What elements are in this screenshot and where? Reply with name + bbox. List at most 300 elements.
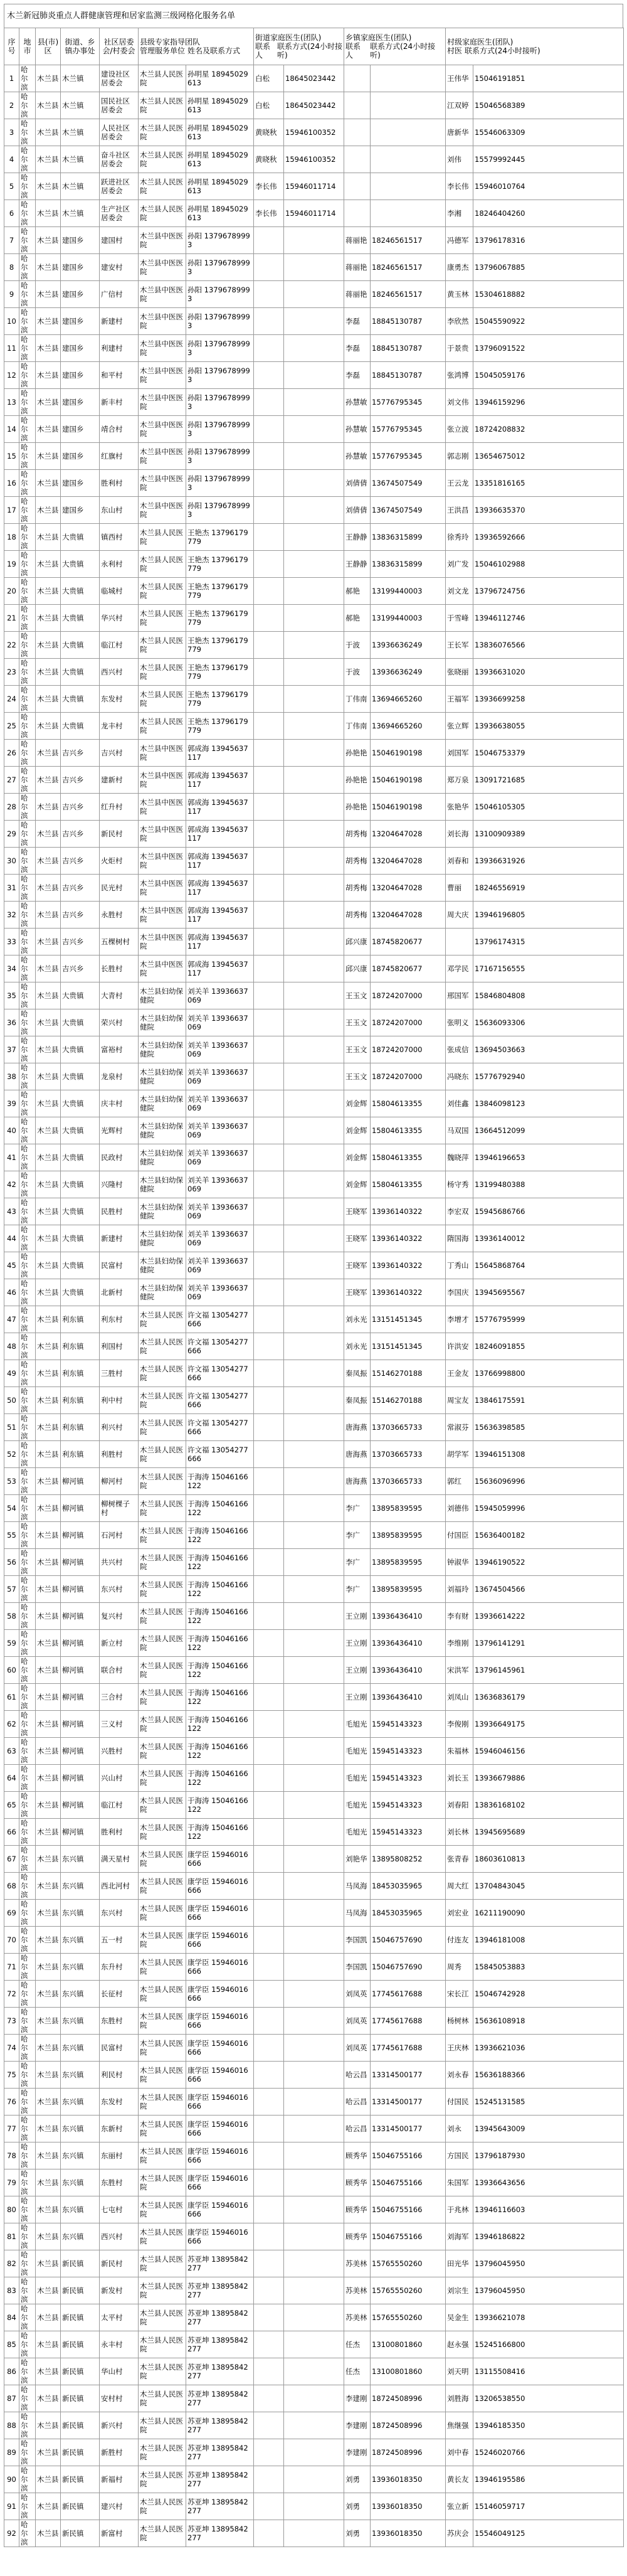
unit-cell: 木兰县中医医院 (139, 335, 186, 362)
county-contact-cell: 王艳杰 13796179779 (186, 686, 254, 713)
street-cell: 柳河镇 (61, 1522, 100, 1549)
community-cell: 国民社区居委会 (100, 92, 139, 119)
seq-cell: 92 (4, 2520, 19, 2547)
county-cell: 木兰县 (36, 982, 61, 1009)
street-cell: 建国乡 (61, 335, 100, 362)
street-contact-phone-cell (284, 1765, 344, 1792)
street-cell: 大贵镇 (61, 659, 100, 686)
street-contact-name-cell (254, 1549, 284, 1576)
village-doctor-phone-cell: 15046105305 (473, 794, 624, 821)
village-doctor-name-cell: 李增才 (446, 1306, 473, 1333)
town-contact-phone-cell: 18745820677 (371, 955, 446, 982)
unit-cell: 木兰县人民医院 (139, 2412, 186, 2439)
town-contact-name-cell: 唐海燕 (344, 1414, 371, 1441)
street-contact-name-cell (254, 551, 284, 578)
street-cell: 建国乡 (61, 281, 100, 308)
county-contact-cell: 于海涛 15046166122 (186, 1738, 254, 1765)
table-row (4, 1387, 624, 1414)
city-cell: 哈尔滨 (19, 2493, 36, 2520)
community-cell: 东新村 (100, 2116, 139, 2142)
village-doctor-phone-cell: 13796141291 (473, 1630, 624, 1657)
county-cell: 木兰县 (36, 632, 61, 659)
unit-cell: 木兰县妇幼保健院 (139, 982, 186, 1009)
village-doctor-name-cell: 付国民 (446, 2089, 473, 2116)
village-doctor-name-cell: 黄长友 (446, 2466, 473, 2493)
community-cell: 吉兴村 (100, 740, 139, 767)
village-doctor-name-cell: 邓学民 (446, 955, 473, 982)
header-county: 县(市)区 (36, 28, 61, 65)
village-doctor-phone-cell: 15845053883 (473, 1954, 624, 1981)
street-contact-name-cell (254, 1792, 284, 1819)
village-doctor-name-cell: 刘佳鑫 (446, 1090, 473, 1117)
seq-cell: 86 (4, 2358, 19, 2385)
community-cell: 临江村 (100, 1792, 139, 1819)
street-contact-name-cell (254, 416, 284, 443)
county-contact-cell: 苏亚坤 13895842277 (186, 2493, 254, 2520)
seq-cell: 70 (4, 1927, 19, 1954)
street-contact-phone-cell (284, 1036, 344, 1063)
town-contact-name-cell: 马凤海 (344, 1900, 371, 1927)
town-contact-name-cell: 李广 (344, 1576, 371, 1603)
county-cell: 木兰县 (36, 254, 61, 281)
unit-cell: 木兰县人民医院 (139, 2008, 186, 2035)
village-doctor-phone-cell: 15046102988 (473, 551, 624, 578)
village-doctor-name-cell: 吴金生 (446, 2304, 473, 2331)
county-cell: 木兰县 (36, 497, 61, 524)
town-contact-name-cell: 郝艳 (344, 605, 371, 632)
town-contact-phone-cell: 13936018350 (371, 2466, 446, 2493)
street-cell: 新民镇 (61, 2304, 100, 2331)
village-doctor-name-cell: 刘胜海 (446, 2385, 473, 2412)
street-contact-name-cell (254, 1819, 284, 1846)
town-contact-name-cell: 王玉文 (344, 1063, 371, 1090)
village-doctor-name-cell: 张晓丽 (446, 659, 473, 686)
seq-cell: 24 (4, 686, 19, 713)
town-contact-name-cell: 于波 (344, 659, 371, 686)
town-contact-name-cell (344, 92, 371, 119)
town-contact-phone-cell: 13694665260 (371, 713, 446, 740)
community-cell: 满天星村 (100, 1846, 139, 1873)
town-contact-name-cell: 李广 (344, 1495, 371, 1522)
unit-cell: 木兰县中医医院 (139, 740, 186, 767)
table-row (4, 982, 624, 1009)
seq-cell: 39 (4, 1090, 19, 1117)
unit-cell: 木兰县人民医院 (139, 2385, 186, 2412)
village-doctor-phone-cell: 13936679886 (473, 1765, 624, 1792)
village-doctor-name-cell: 朱福林 (446, 1738, 473, 1765)
street-cell: 东兴镇 (61, 1846, 100, 1873)
seq-cell: 91 (4, 2493, 19, 2520)
town-contact-name-cell: 孙艳艳 (344, 767, 371, 794)
village-doctor-phone-cell: 15146059717 (473, 2493, 624, 2520)
street-contact-name-cell (254, 821, 284, 848)
county-cell: 木兰县 (36, 119, 61, 146)
town-contact-phone-cell: 13936436410 (371, 1684, 446, 1711)
county-cell: 木兰县 (36, 929, 61, 955)
unit-cell: 木兰县人民医院 (139, 1468, 186, 1495)
table-row (4, 2331, 624, 2358)
town-contact-phone-cell: 13936140322 (371, 1279, 446, 1306)
village-doctor-phone-cell: 13115508416 (473, 2358, 624, 2385)
county-contact-cell: 于海涛 15046166122 (186, 1522, 254, 1549)
table-row (4, 1549, 624, 1576)
unit-cell: 木兰县人民医院 (139, 1819, 186, 1846)
unit-cell: 木兰县人民医院 (139, 2089, 186, 2116)
town-contact-phone-cell: 15765550260 (371, 2250, 446, 2277)
seq-cell: 19 (4, 551, 19, 578)
county-cell: 木兰县 (36, 335, 61, 362)
street-contact-phone-cell (284, 713, 344, 740)
town-contact-phone-cell: 15046755166 (371, 2142, 446, 2169)
street-contact-phone-cell (284, 1711, 344, 1738)
seq-cell: 1 (4, 65, 19, 92)
town-contact-name-cell: 顾秀华 (344, 2142, 371, 2169)
city-cell: 哈尔滨 (19, 1171, 36, 1198)
header-town-name: 联系人 (345, 42, 361, 60)
street-cell: 大贵镇 (61, 1036, 100, 1063)
unit-cell: 木兰县中医医院 (139, 794, 186, 821)
county-contact-cell: 许文福 13054277666 (186, 1333, 254, 1360)
community-cell: 临城村 (100, 578, 139, 605)
city-cell: 哈尔滨 (19, 1090, 36, 1117)
community-cell: 新兴村 (100, 2412, 139, 2439)
village-doctor-name-cell: 周大红 (446, 1873, 473, 1900)
street-cell: 新民镇 (61, 2385, 100, 2412)
table-row (4, 1036, 624, 1063)
village-doctor-name-cell: 周秀 (446, 1954, 473, 1981)
city-cell: 哈尔滨 (19, 254, 36, 281)
village-doctor-phone-cell: 15636093306 (473, 1009, 624, 1036)
village-doctor-name-cell: 张明义 (446, 1009, 473, 1036)
city-cell: 哈尔滨 (19, 470, 36, 497)
street-contact-phone-cell (284, 2223, 344, 2250)
city-cell: 哈尔滨 (19, 1414, 36, 1441)
street-cell: 新民镇 (61, 2331, 100, 2358)
town-contact-phone-cell: 13936436410 (371, 1630, 446, 1657)
county-cell: 木兰县 (36, 1738, 61, 1765)
seq-cell: 17 (4, 497, 19, 524)
community-cell: 华山村 (100, 2358, 139, 2385)
town-contact-phone-cell: 18845130787 (371, 335, 446, 362)
street-contact-phone-cell (284, 2358, 344, 2385)
village-doctor-name-cell: 魏晓萍 (446, 1144, 473, 1171)
county-cell: 木兰县 (36, 794, 61, 821)
street-contact-phone-cell (284, 632, 344, 659)
street-cell: 新民镇 (61, 2520, 100, 2547)
village-doctor-phone-cell: 13946116603 (473, 2196, 624, 2223)
city-cell: 哈尔滨 (19, 1387, 36, 1414)
table-row (4, 1252, 624, 1279)
street-cell: 建国乡 (61, 389, 100, 416)
street-contact-phone-cell (284, 848, 344, 875)
community-cell: 安村村 (100, 2385, 139, 2412)
county-contact-cell: 苏亚坤 13895842277 (186, 2520, 254, 2547)
county-contact-cell: 刘关羊 13936637069 (186, 982, 254, 1009)
village-doctor-phone-cell: 13199480388 (473, 1171, 624, 1198)
table-row (4, 2466, 624, 2493)
village-doctor-phone-cell: 15045059176 (473, 362, 624, 389)
table-row (4, 605, 624, 632)
seq-cell: 37 (4, 1036, 19, 1063)
roster-table (4, 28, 624, 2547)
street-contact-phone-cell (284, 389, 344, 416)
county-cell: 木兰县 (36, 1279, 61, 1306)
city-cell: 哈尔滨 (19, 335, 36, 362)
street-cell: 新民镇 (61, 2439, 100, 2466)
seq-cell: 69 (4, 1900, 19, 1927)
street-contact-name-cell (254, 227, 284, 254)
unit-cell: 木兰县人民医院 (139, 1441, 186, 1468)
county-cell: 木兰县 (36, 1306, 61, 1333)
community-cell: 跃进社区居委会 (100, 173, 139, 200)
table-row (4, 686, 624, 713)
county-contact-cell: 刘关羊 13936637069 (186, 1036, 254, 1063)
street-contact-phone-cell (284, 2142, 344, 2169)
street-cell: 东兴镇 (61, 2008, 100, 2035)
header-town-group (344, 28, 446, 65)
village-doctor-name-cell: 李俊刚 (446, 1711, 473, 1738)
county-cell: 木兰县 (36, 1522, 61, 1549)
city-cell: 哈尔滨 (19, 2196, 36, 2223)
street-contact-phone-cell (284, 551, 344, 578)
unit-cell: 木兰县人民医院 (139, 92, 186, 119)
seq-cell: 20 (4, 578, 19, 605)
village-doctor-phone-cell: 15046742928 (473, 1981, 624, 2008)
town-contact-name-cell: 马凤海 (344, 1873, 371, 1900)
unit-cell: 木兰县人民医院 (139, 1576, 186, 1603)
town-contact-phone-cell: 13199440003 (371, 605, 446, 632)
county-contact-cell: 康学臣 15946016666 (186, 2062, 254, 2089)
county-contact-cell: 刘关羊 13936637069 (186, 1117, 254, 1144)
town-contact-phone-cell: 15046190198 (371, 794, 446, 821)
table-row (4, 821, 624, 848)
community-cell: 兴隆村 (100, 1171, 139, 1198)
town-contact-name-cell: 胡秀梅 (344, 821, 371, 848)
village-doctor-name-cell: 张艳华 (446, 794, 473, 821)
town-contact-phone-cell: 15945143323 (371, 1792, 446, 1819)
street-contact-phone-cell (284, 443, 344, 470)
street-contact-phone-cell (284, 1684, 344, 1711)
city-cell: 哈尔滨 (19, 443, 36, 470)
community-cell: 民政村 (100, 1144, 139, 1171)
town-contact-phone-cell: 13151451345 (371, 1333, 446, 1360)
town-contact-phone-cell: 13895839595 (371, 1549, 446, 1576)
village-doctor-phone-cell: 15304618882 (473, 281, 624, 308)
table-row (4, 955, 624, 982)
village-doctor-name-cell: 刘永春 (446, 2062, 473, 2089)
town-contact-name-cell: 王立刚 (344, 1657, 371, 1684)
county-contact-cell: 康学臣 15946016666 (186, 2142, 254, 2169)
community-cell: 利兴村 (100, 1414, 139, 1441)
county-cell: 木兰县 (36, 200, 61, 227)
street-contact-phone-cell (284, 2116, 344, 2142)
table-row (4, 1954, 624, 1981)
town-contact-phone-cell: 13936018350 (371, 2493, 446, 2520)
unit-cell: 木兰县人民医院 (139, 1927, 186, 1954)
street-contact-name-cell (254, 1873, 284, 1900)
town-contact-phone-cell: 13703665733 (371, 1468, 446, 1495)
town-contact-phone-cell: 15046755166 (371, 2196, 446, 2223)
town-contact-name-cell: 王立刚 (344, 1630, 371, 1657)
street-contact-name-cell (254, 2520, 284, 2547)
town-contact-name-cell: 毛旭光 (344, 1819, 371, 1846)
town-contact-name-cell: 蒋丽艳 (344, 281, 371, 308)
community-cell: 东胜村 (100, 2169, 139, 2196)
street-contact-phone-cell (284, 2169, 344, 2196)
street-cell: 建国乡 (61, 416, 100, 443)
village-doctor-name-cell: 郑万泉 (446, 767, 473, 794)
county-cell: 木兰县 (36, 1900, 61, 1927)
town-contact-name-cell: 刘凤英 (344, 2008, 371, 2035)
table-row (4, 443, 624, 470)
street-contact-phone-cell (284, 2089, 344, 2116)
county-contact-cell: 郭成海 13945637117 (186, 821, 254, 848)
street-contact-name-cell: 白松 (254, 65, 284, 92)
village-doctor-phone-cell: 13936631926 (473, 848, 624, 875)
unit-cell: 木兰县人民医院 (139, 605, 186, 632)
street-contact-name-cell (254, 902, 284, 929)
community-cell: 建兴村 (100, 2493, 139, 2520)
village-doctor-phone-cell: 15846804808 (473, 982, 624, 1009)
city-cell: 哈尔滨 (19, 389, 36, 416)
city-cell: 哈尔滨 (19, 416, 36, 443)
street-contact-phone-cell (284, 578, 344, 605)
village-doctor-name-cell: 王长军 (446, 632, 473, 659)
community-cell: 联合村 (100, 1657, 139, 1684)
town-contact-name-cell: 丁伟南 (344, 686, 371, 713)
county-contact-cell: 孙明星 18945029613 (186, 65, 254, 92)
table-row (4, 389, 624, 416)
unit-cell: 木兰县人民医院 (139, 1630, 186, 1657)
seq-cell: 40 (4, 1117, 19, 1144)
village-doctor-phone-cell: 13936649175 (473, 1711, 624, 1738)
village-doctor-phone-cell: 15636108918 (473, 2008, 624, 2035)
village-doctor-name-cell: 宋洪军 (446, 1657, 473, 1684)
county-contact-cell: 于海涛 15046166122 (186, 1711, 254, 1738)
street-contact-name-cell (254, 470, 284, 497)
street-cell: 东兴镇 (61, 2089, 100, 2116)
community-cell: 奋斗社区居委会 (100, 146, 139, 173)
unit-cell: 木兰县人民医院 (139, 1873, 186, 1900)
village-doctor-phone-cell: 13946196653 (473, 1144, 624, 1171)
village-doctor-name-cell: 徐秀玲 (446, 524, 473, 551)
county-cell: 木兰县 (36, 605, 61, 632)
street-cell: 大贵镇 (61, 578, 100, 605)
street-cell: 建国乡 (61, 470, 100, 497)
header-community: 社区居委会/村委会 (100, 28, 139, 65)
village-doctor-phone-cell: 13946112746 (473, 605, 624, 632)
street-contact-name-cell (254, 1171, 284, 1198)
county-cell: 木兰县 (36, 1819, 61, 1846)
village-doctor-phone-cell: 15776795999 (473, 1306, 624, 1333)
county-contact-cell: 康学臣 15946016666 (186, 2169, 254, 2196)
community-cell: 新福村 (100, 2466, 139, 2493)
county-contact-cell: 郭成海 13945637117 (186, 767, 254, 794)
town-contact-name-cell: 顾秀华 (344, 2196, 371, 2223)
town-contact-phone-cell: 13314500177 (371, 2062, 446, 2089)
unit-cell: 木兰县中医医院 (139, 929, 186, 955)
village-doctor-phone-cell: 13796091522 (473, 335, 624, 362)
street-cell: 建国乡 (61, 443, 100, 470)
city-cell: 哈尔滨 (19, 955, 36, 982)
city-cell: 哈尔滨 (19, 2035, 36, 2062)
county-cell: 木兰县 (36, 1576, 61, 1603)
street-contact-name-cell (254, 1981, 284, 2008)
street-contact-phone-cell (284, 740, 344, 767)
town-contact-phone-cell: 13895839595 (371, 1576, 446, 1603)
header-street-group (254, 28, 344, 65)
table-row (4, 1900, 624, 1927)
town-contact-name-cell: 于波 (344, 632, 371, 659)
town-contact-phone-cell: 13895808252 (371, 1846, 446, 1873)
table-row (4, 470, 624, 497)
city-cell: 哈尔滨 (19, 875, 36, 902)
town-contact-phone-cell: 13936636249 (371, 632, 446, 659)
village-doctor-name-cell: 刘宏业 (446, 1900, 473, 1927)
seq-cell: 53 (4, 1468, 19, 1495)
city-cell: 哈尔滨 (19, 1765, 36, 1792)
street-contact-phone-cell (284, 308, 344, 335)
unit-cell: 木兰县人民医院 (139, 2466, 186, 2493)
town-contact-phone-cell: 17745617688 (371, 1981, 446, 2008)
street-contact-phone-cell (284, 2277, 344, 2304)
table-row (4, 1684, 624, 1711)
street-contact-name-cell (254, 1225, 284, 1252)
street-cell: 吉兴乡 (61, 767, 100, 794)
village-doctor-name-cell: 付国臣 (446, 1522, 473, 1549)
town-contact-phone-cell: 13895839595 (371, 1522, 446, 1549)
street-contact-name-cell (254, 1738, 284, 1765)
county-contact-cell: 许文福 13054277666 (186, 1387, 254, 1414)
street-cell: 大贵镇 (61, 605, 100, 632)
city-cell: 哈尔滨 (19, 2250, 36, 2277)
table-row (4, 1603, 624, 1630)
street-contact-name-cell (254, 929, 284, 955)
county-contact-cell: 康学臣 15946016666 (186, 1981, 254, 2008)
village-doctor-phone-cell: 13946185350 (473, 2412, 624, 2439)
city-cell: 哈尔滨 (19, 1441, 36, 1468)
village-doctor-name-cell: 刘宗生 (446, 2277, 473, 2304)
county-contact-cell: 许文福 13054277666 (186, 1306, 254, 1333)
street-contact-name-cell (254, 2412, 284, 2439)
town-contact-name-cell (344, 119, 371, 146)
village-doctor-name-cell: 李宏双 (446, 1198, 473, 1225)
street-contact-name-cell (254, 2358, 284, 2385)
village-doctor-phone-cell: 13766998800 (473, 1360, 624, 1387)
street-contact-phone-cell (284, 2412, 344, 2439)
seq-cell: 23 (4, 659, 19, 686)
village-doctor-phone-cell: 15776792940 (473, 1063, 624, 1090)
table-row (4, 1441, 624, 1468)
street-contact-name-cell (254, 1765, 284, 1792)
street-cell: 柳河镇 (61, 1495, 100, 1522)
table-row (4, 1144, 624, 1171)
village-doctor-phone-cell: 13945695567 (473, 1279, 624, 1306)
street-cell: 大贵镇 (61, 1063, 100, 1090)
street-cell: 东兴镇 (61, 1927, 100, 1954)
county-cell: 木兰县 (36, 2250, 61, 2277)
village-doctor-name-cell: 冯晓东 (446, 1063, 473, 1090)
community-cell: 建国村 (100, 227, 139, 254)
village-doctor-phone-cell: 13796724756 (473, 578, 624, 605)
county-cell: 木兰县 (36, 1657, 61, 1684)
seq-cell: 77 (4, 2116, 19, 2142)
village-doctor-name-cell: 刘凤山 (446, 1684, 473, 1711)
street-contact-name-cell: 白松 (254, 92, 284, 119)
county-cell: 木兰县 (36, 2466, 61, 2493)
city-cell: 哈尔滨 (19, 982, 36, 1009)
street-cell: 东兴镇 (61, 2169, 100, 2196)
